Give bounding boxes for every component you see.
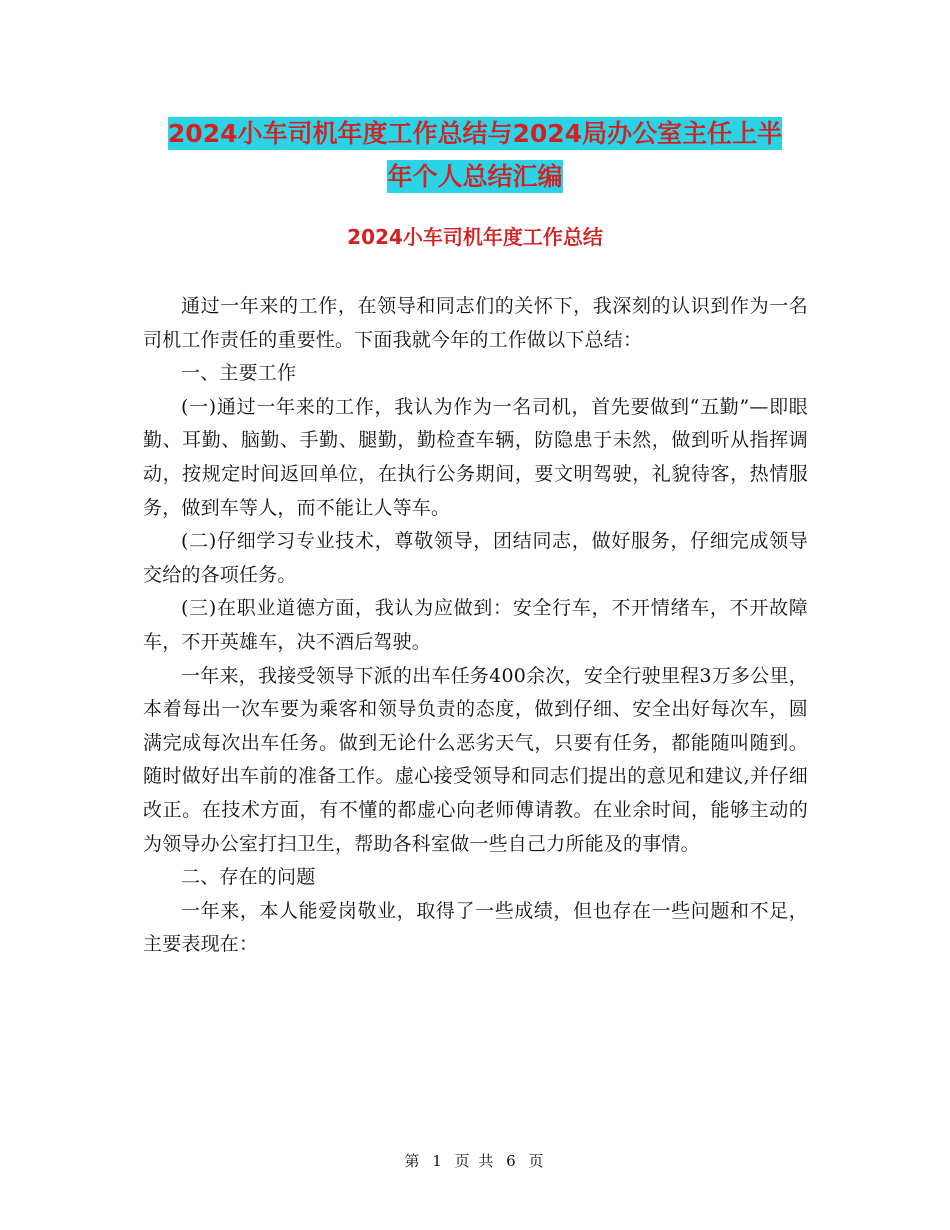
title-line-1: 2024小车司机年度工作总结与2024局办公室主任上半 (167, 119, 783, 148)
footer-suffix: 页 (528, 1152, 546, 1170)
document-body (143, 290, 808, 962)
footer-total-pages: 6 (506, 1152, 518, 1170)
paragraph: 通过一年来的工作，在领导和同志们的关怀下，我深刻的认识到作为一名司机工作责任的重要性。下面我就今年的工作做以下总结： (143, 295, 808, 351)
paragraph: (二)仔细学习专业技术，尊敬领导，团结同志，做好服务，仔细完成领导交给的各项任务。 (143, 530, 808, 586)
paragraph: (三)在职业道德方面，我认为应做到：安全行车，不开情绪车，不开故障车，不开英雄车，决不酒后驾驶。 (143, 597, 808, 653)
paragraph: 一年来，本人能爱岗敬业，取得了一些成绩，但也存在一些问题和不足，主要表现在： (143, 899, 808, 956)
footer-middle: 页 共 (454, 1152, 496, 1170)
page-footer (0, 1150, 950, 1171)
title-line-2: 年个人总结汇编 (387, 162, 563, 191)
paragraph: (一)通过一年来的工作，我认为作为一名司机，首先要做到“五勤”—即眼勤、耳勤、脑勤、手勤、腿勤，勤检查车辆，防隐患于未然，做到听从指挥调动，按规定时间返回单位，在执行公务期间，要文明驾驶，礼貌待客，热情服务，做到车等人，而不能让人等车。 (143, 395, 808, 519)
section-title: 2024小车司机年度工作总结 (347, 225, 603, 249)
document-title (140, 112, 810, 198)
paragraph: 一年来，我接受领导下派的出车任务400余次，安全行驶里程3万多公里，本着每出一次车要为乘客和领导负责的态度，做到仔细、安全出好每次车，圆满完成每次出车任务。做到无论什么恶劣天气，只要有任务，都能随叫随到。随时做好出车前的准备工作。虚心接受领导和同志们提出的意见和建议,并仔细改正。在技术方面，有不懂的都虚心向老师傅请教。在业余时间，能够主动的为领导办公室打扫卫生，帮助各科室做一些自己力所能及的事情。 (143, 664, 808, 855)
footer-prefix: 第 (404, 1152, 422, 1170)
footer-page-number: 1 (432, 1152, 444, 1170)
heading-main-work: 一、主要工作 (181, 362, 297, 385)
heading-problems: 二、存在的问题 (181, 866, 316, 889)
